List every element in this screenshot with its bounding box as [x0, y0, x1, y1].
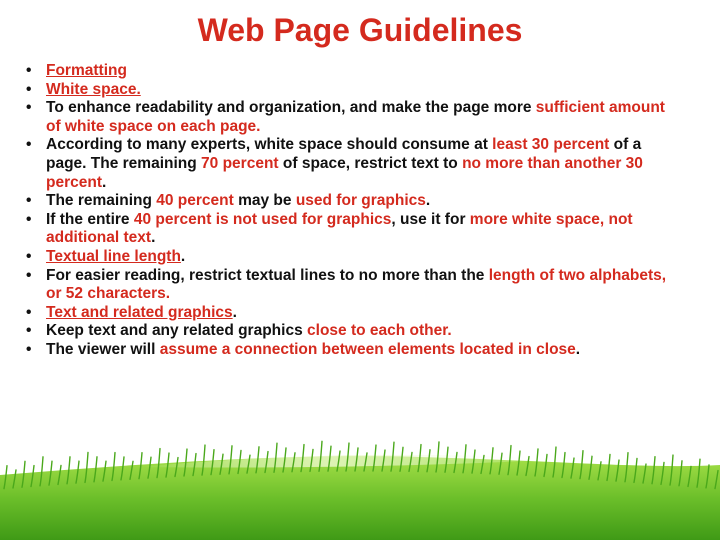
bullet-text: . — [232, 303, 237, 321]
highlighted-text: least 30 percent — [492, 136, 610, 154]
bullet-item — [26, 136, 676, 192]
bullet-text: The viewer will — [46, 340, 160, 358]
bullet-text: Keep text and any related graphics — [46, 322, 308, 340]
highlighted-text: Formatting — [46, 62, 127, 79]
highlighted-text: used for graphics — [295, 192, 426, 210]
bullet-item — [26, 248, 676, 267]
grass-field — [0, 456, 720, 540]
highlighted-text: Textual line length — [46, 247, 181, 265]
bullet-text: . — [180, 247, 186, 265]
highlighted-text: 40 percent is not used for graphics — [133, 210, 392, 228]
highlighted-text: no more than another 30 percent — [46, 154, 643, 191]
highlighted-text: White space. — [46, 80, 141, 98]
bullet-text: . — [151, 229, 156, 247]
bullet-item — [26, 267, 676, 304]
bullet-text: The remaining — [46, 192, 157, 210]
bullet-text: If the entire — [46, 210, 134, 228]
highlighted-text: assume a connection between elements located in close — [159, 340, 576, 358]
highlighted-text: more white space, not additional text — [46, 210, 633, 247]
bullet-text: For easier reading, restrict textual lines to no more than the — [46, 266, 489, 284]
grass-decoration — [0, 435, 720, 540]
bullet-item — [26, 341, 676, 360]
bullet-item — [26, 211, 676, 248]
highlighted-text: sufficient amount of white space on each page. — [46, 99, 665, 135]
highlighted-text: Text and related graphics — [46, 303, 233, 321]
highlighted-text: 70 percent — [201, 154, 279, 172]
bullet-text: of a page. The remaining — [46, 136, 642, 172]
bullet-text: . — [575, 340, 581, 358]
bullet-item — [26, 192, 676, 211]
bullet-text: To enhance readability and organization, and make the page more — [46, 99, 536, 117]
bullet-text: According to many experts, white space should consume at — [46, 136, 493, 154]
bullet-item — [26, 322, 676, 341]
highlighted-text: length of two alphabets, or 52 characters. — [46, 266, 667, 303]
bullet-item — [26, 304, 676, 323]
highlighted-text: close to each other. — [307, 322, 452, 340]
bullet-text: . — [425, 192, 431, 210]
bullet-list — [26, 62, 676, 360]
bullet-text: of space, restrict text to — [278, 154, 463, 172]
bullet-item — [26, 99, 676, 136]
slide-title: Web Page Guidelines — [197, 12, 523, 48]
bullet-text: . — [102, 173, 107, 191]
bullet-item — [26, 81, 676, 100]
bullet-text: may be — [233, 192, 296, 210]
highlighted-text: 40 percent — [156, 192, 234, 210]
bullet-item — [26, 62, 676, 81]
bullet-text: , use it for — [391, 210, 470, 228]
